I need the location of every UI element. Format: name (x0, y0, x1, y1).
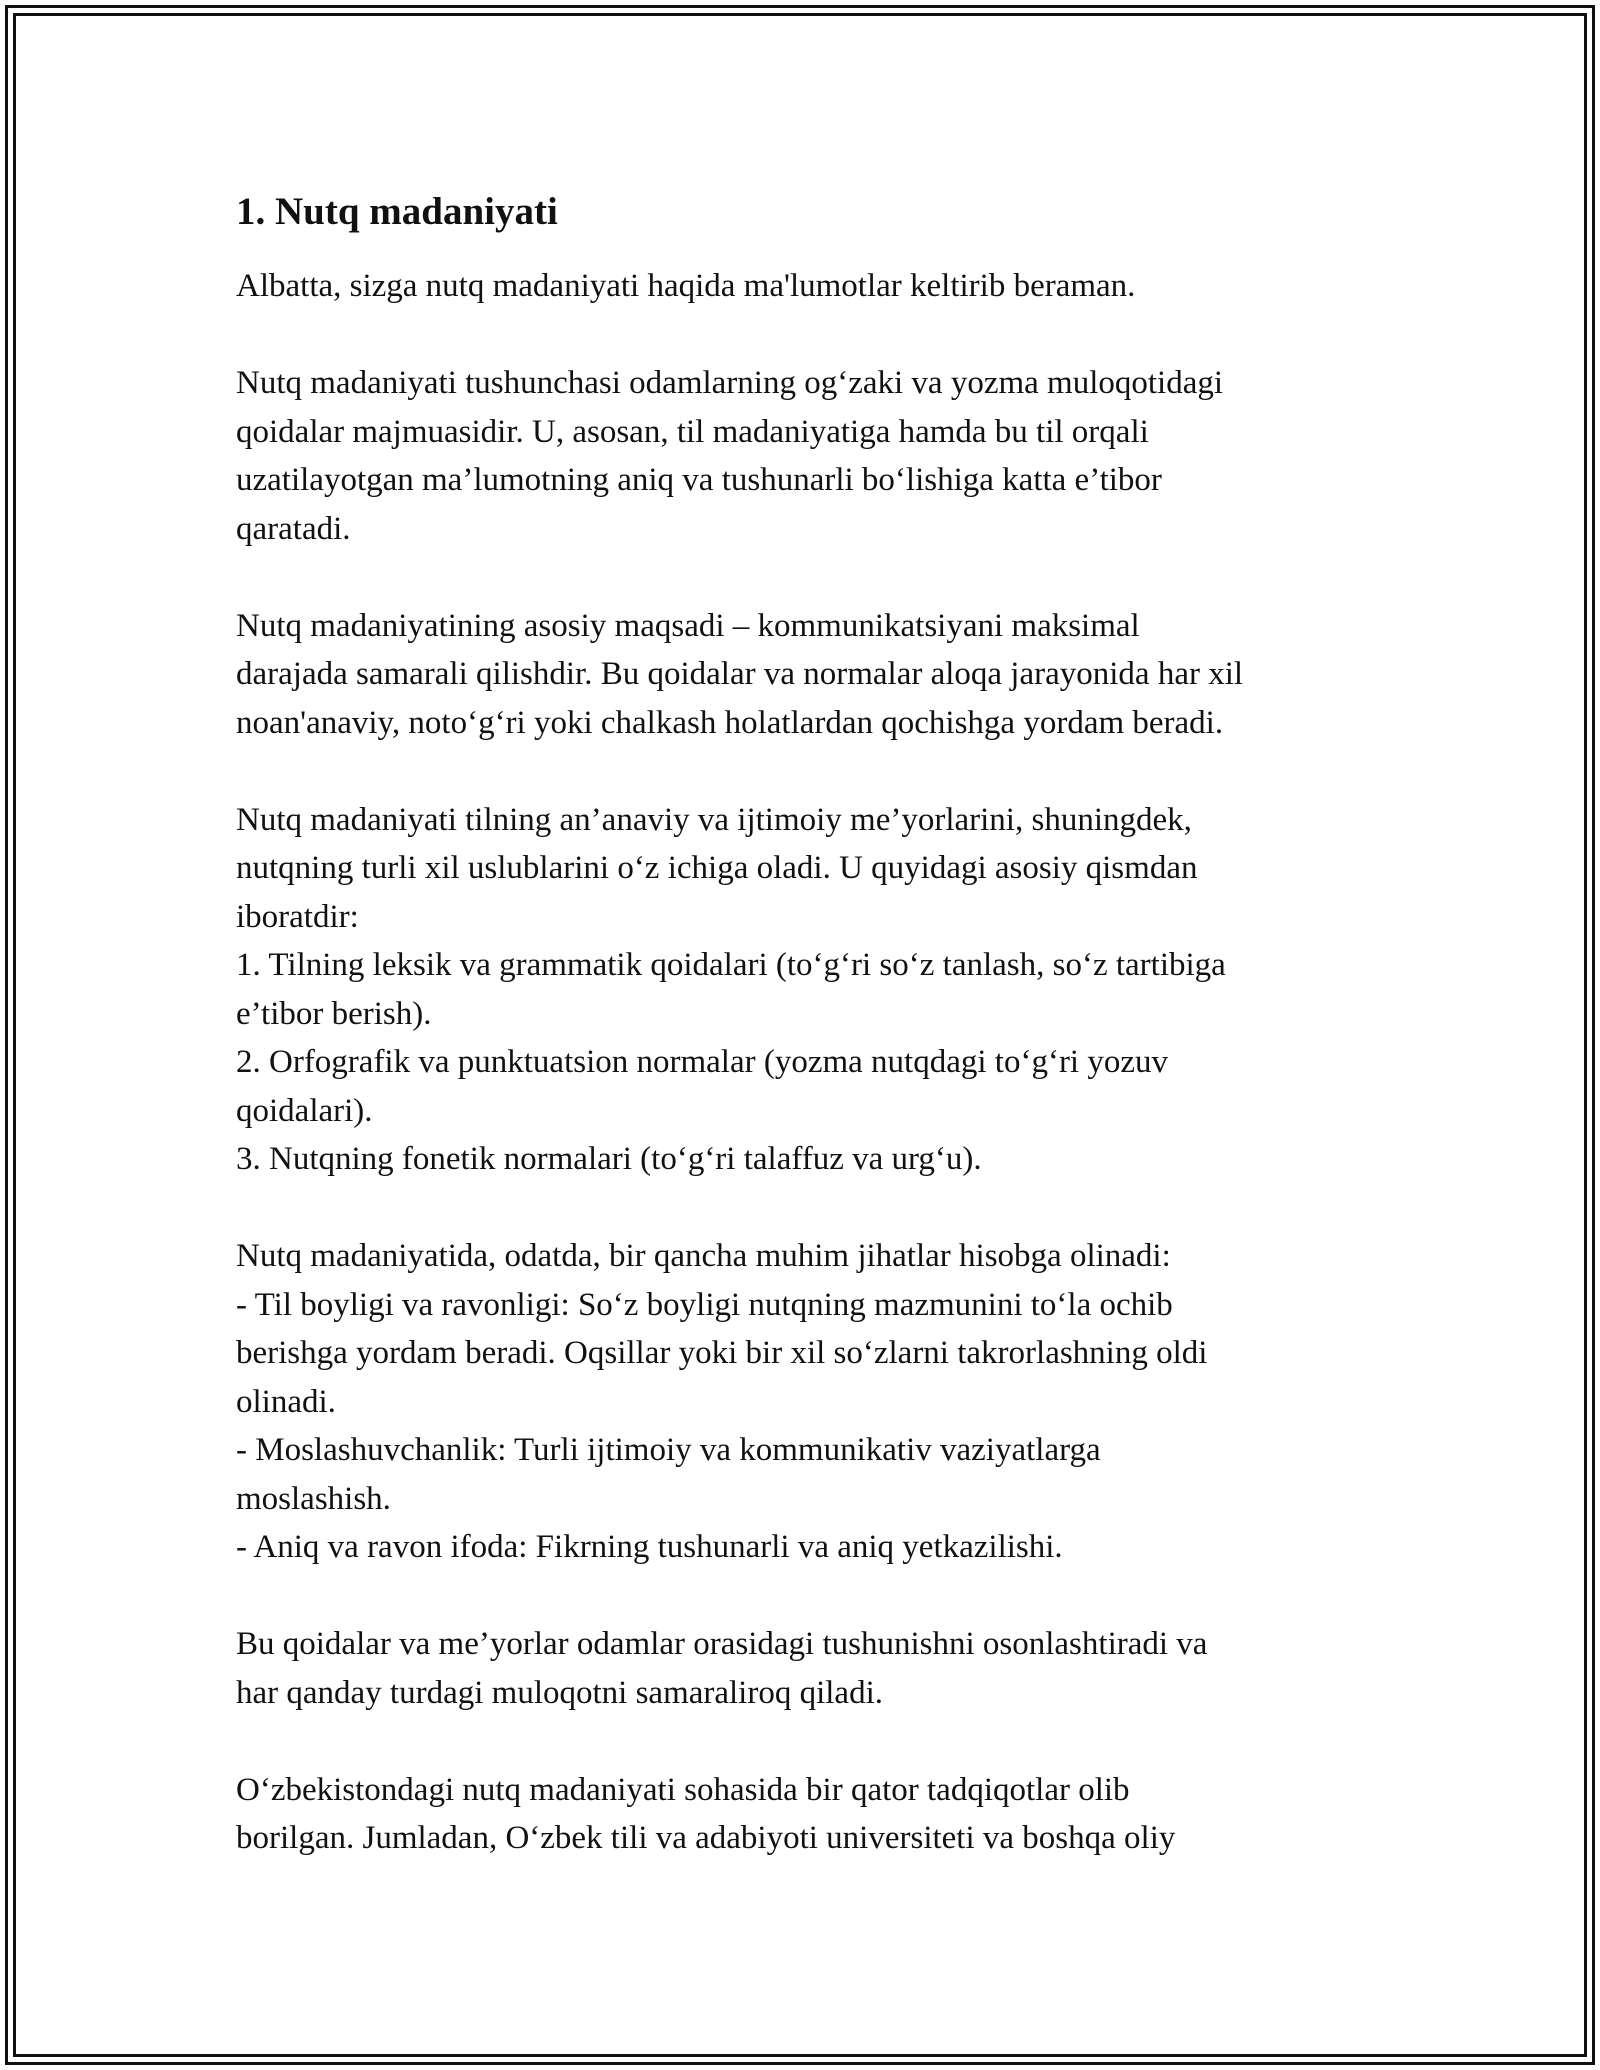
text-line: 1. Tilning leksik va grammatik qoidalari (to‘g‘ri so‘z tanlash, so‘z tartibiga (236, 947, 1226, 983)
text-line: qoidalari). (236, 1092, 373, 1129)
paragraph (236, 1620, 1376, 1717)
text-line: moslashish. (236, 1480, 391, 1517)
text-line: borilgan. Jumladan, O‘zbek tili va adabiyoti universiteti va boshqa oliy (236, 1820, 1176, 1856)
paragraph (236, 796, 1376, 1184)
text-line: qoidalar majmuasidir. U, asosan, til madaniyatiga hamda bu til orqali (236, 413, 1149, 450)
paragraph (236, 602, 1376, 748)
paragraph-list (236, 262, 1376, 1863)
text-line: olinadi. (236, 1383, 336, 1420)
text-line: 3. Nutqning fonetik normalari (to‘g‘ri talaffuz va urg‘u). (236, 1141, 982, 1177)
text-line: har qanday turdagi muloqotni samaraliroq qiladi. (236, 1674, 883, 1711)
paragraph (236, 1232, 1376, 1572)
document-body (236, 184, 1376, 1911)
paragraph (236, 359, 1376, 553)
text-line: qaratadi. (236, 510, 351, 547)
text-line: O‘zbekistondagi nutq madaniyati sohasida bir qator tadqiqotlar olib (236, 1771, 1130, 1808)
text-line: - Moslashuvchanlik: Turli ijtimoiy va kommunikativ vaziyatlarga (236, 1432, 1101, 1468)
text-line: Nutq madaniyatida, odatda, bir qancha muhim jihatlar hisobga olinadi: (236, 1238, 1171, 1274)
text-line: - Aniq va ravon ifoda: Fikrning tushunarli va aniq yetkazilishi. (236, 1529, 1063, 1565)
text-line: Albatta, sizga nutq madaniyati haqida ma'lumotlar keltirib beraman. (236, 268, 1136, 304)
text-line: darajada samarali qilishdir. Bu qoidalar va normalar aloqa jarayonida har xil (236, 656, 1244, 692)
text-line: Bu qoidalar va me’yorlar odamlar orasidagi tushunishni osonlashtiradi va (236, 1626, 1208, 1662)
text-line: uzatilayotgan ma’lumotning aniq va tushunarli bo‘lishiga katta e’tibor (236, 462, 1162, 498)
text-line: - Til boyligi va ravonligi: So‘z boyligi nutqning mazmunini to‘la ochib (236, 1286, 1173, 1323)
paragraph (236, 262, 1376, 311)
text-line: iboratdir: (236, 898, 359, 935)
text-line: Nutq madaniyati tushunchasi odamlarning og‘zaki va yozma muloqotidagi (236, 365, 1224, 401)
text-line: e’tibor berish). (236, 995, 432, 1032)
paragraph (236, 1766, 1376, 1863)
text-line: 2. Orfografik va punktuatsion normalar (yozma nutqdagi to‘g‘ri yozuv (236, 1044, 1168, 1080)
text-line: nutqning turli xil uslublarini o‘z ichiga oladi. U quyidagi asosiy qismdan (236, 850, 1198, 886)
text-line: noan'anaviy, noto‘g‘ri yoki chalkash holatlardan qochishga yordam beradi. (236, 704, 1224, 741)
text-line: Nutq madaniyatining asosiy maqsadi – kommunikatsiyani maksimal (236, 607, 1140, 644)
text-line: berishga yordam beradi. Oqsillar yoki bir xil so‘zlarni takrorlashning oldi (236, 1335, 1208, 1371)
section-heading: 1. Nutq madaniyati (236, 190, 558, 233)
text-line: Nutq madaniyati tilning an’anaviy va ijtimoiy me’yorlarini, shuningdek, (236, 801, 1192, 838)
